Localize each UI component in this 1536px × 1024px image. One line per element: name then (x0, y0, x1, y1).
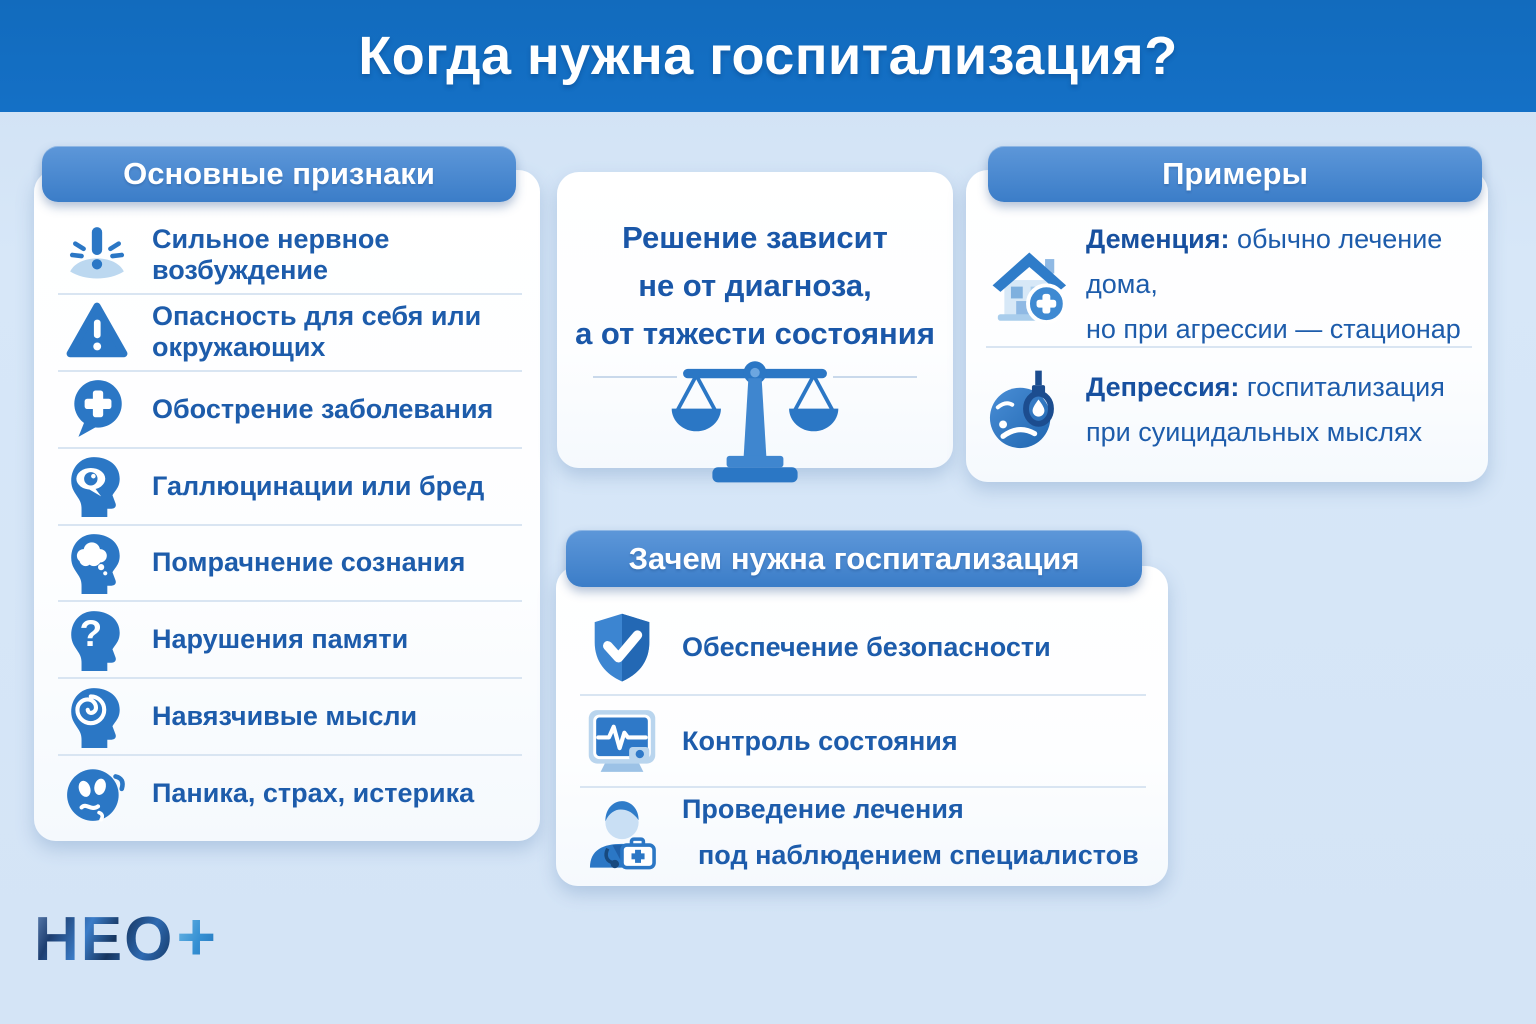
list-item (58, 372, 522, 449)
confusion-icon (64, 530, 130, 596)
purpose-label: Проведение лечения под наблюдением специалистов (682, 794, 1139, 870)
list-item (580, 696, 1146, 788)
doctor-icon (584, 794, 660, 870)
purpose-label: Обеспечение безопасности (682, 632, 1051, 662)
monitor-icon (584, 703, 660, 779)
list-item (58, 449, 522, 526)
list-item (986, 222, 1472, 348)
page-title: Когда нужна госпитализация? (358, 26, 1178, 86)
list-item (58, 679, 522, 756)
sign-label: Сильное нервное возбуждение (152, 224, 390, 286)
excitement-icon (64, 222, 130, 288)
neo-plus-logo (34, 898, 216, 976)
example-text: Депрессия: госпитализация при суицидальных мыслях (1086, 372, 1445, 447)
sign-label: Опасность для себя или окружающих (152, 301, 482, 363)
memory-icon (64, 607, 130, 673)
logo-text: НЕО (34, 905, 175, 974)
sign-label: Нарушения памяти (152, 624, 409, 655)
signs-panel-title: Основные признаки (42, 146, 516, 202)
purpose-panel (556, 566, 1168, 886)
home-care-icon (986, 242, 1070, 326)
header-banner (0, 0, 1536, 112)
obsessive-icon (64, 684, 130, 750)
disease-icon (64, 376, 130, 442)
logo-plus: + (176, 899, 217, 975)
list-item (58, 295, 522, 372)
sign-label: Галлюцинации или бред (152, 470, 485, 501)
depression-icon (986, 368, 1070, 452)
sign-label: Паника, страх, истерика (152, 778, 475, 809)
examples-panel-title: Примеры (988, 146, 1482, 202)
purpose-label: Контроль состояния (682, 726, 958, 756)
list-item (58, 756, 522, 831)
examples-panel (966, 170, 1488, 482)
list-item (580, 600, 1146, 696)
list-item (58, 526, 522, 603)
decision-card (557, 172, 953, 468)
svg-text:?: ? (79, 612, 103, 654)
sign-label: Навязчивые мысли (152, 701, 418, 732)
danger-icon (64, 299, 130, 365)
list-item (580, 788, 1146, 876)
example-term: Деменция: (1086, 223, 1230, 254)
panic-icon (64, 761, 130, 827)
sign-label: Помрачнение сознания (152, 547, 466, 578)
hallucination-icon (64, 453, 130, 519)
example-text: Деменция: обычно лечение дома, но при агрессии — стационар (1086, 223, 1461, 344)
list-item (58, 218, 522, 295)
signs-panel (34, 170, 540, 841)
example-term: Депрессия: (1086, 372, 1240, 402)
list-item (986, 348, 1472, 472)
list-item (58, 602, 522, 679)
balance-scale-icon (660, 348, 850, 490)
decision-text: Решение зависит не от диагноза, а от тяжести состояния (575, 220, 935, 351)
purpose-panel-title: Зачем нужна госпитализация (566, 530, 1142, 587)
sign-label: Обострение заболевания (152, 393, 494, 424)
shield-check-icon (584, 609, 660, 685)
